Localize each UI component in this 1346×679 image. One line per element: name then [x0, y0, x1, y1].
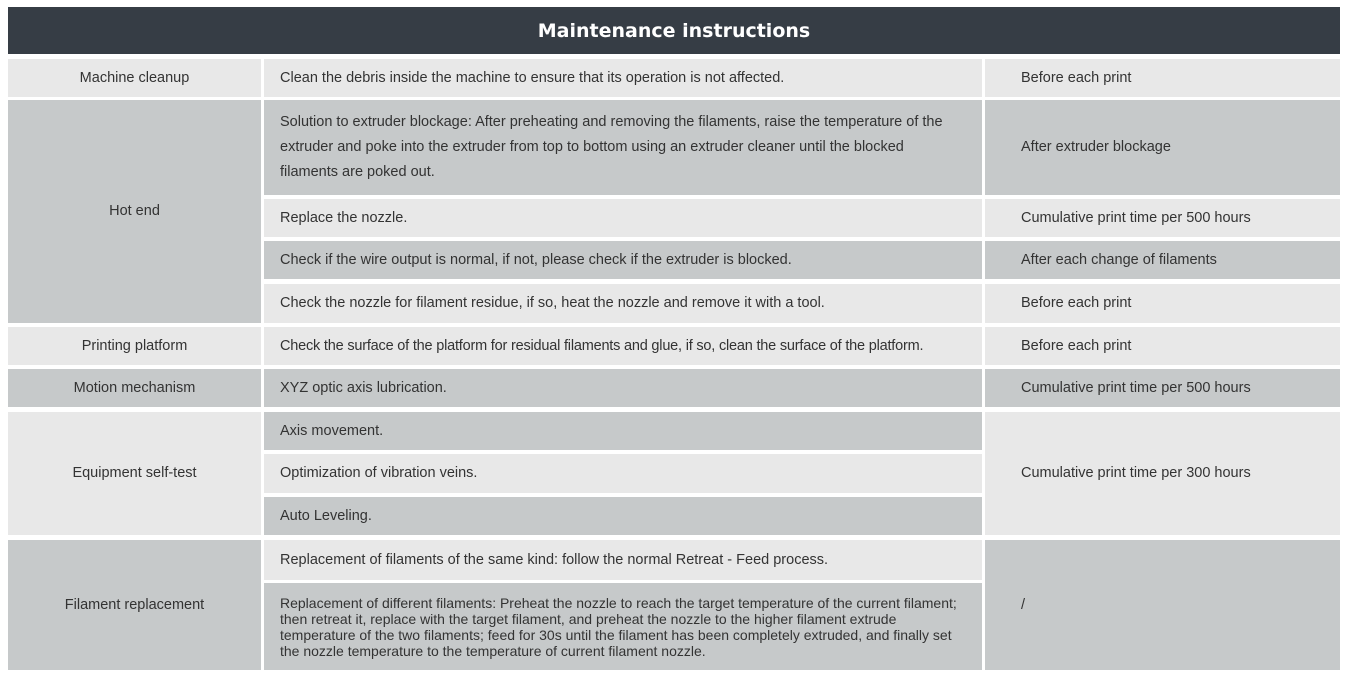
task-cell: Check if the wire output is normal, if not, please check if the extruder is blocked.	[264, 241, 982, 279]
task-cell: Clean the debris inside the machine to ensure that its operation is not affected.	[264, 59, 982, 97]
item-motion-mechanism: Motion mechanism	[8, 369, 261, 407]
task-cell: Replacement of filaments of the same kind: follow the normal Retreat - Feed process.	[264, 540, 982, 580]
task-cell: Optimization of vibration veins.	[264, 454, 982, 493]
task-cell: Axis movement.	[264, 412, 982, 450]
task-cell: Replacement of different filaments: Preheat the nozzle to reach the target temperature of the current filament; then retreat it, replace with the target filament, and preheat the nozzle to the higher filament extrude temperature of the two filaments; feed for 30s until the filament has been completely extruded, and finally set the nozzle temperature to the temperature of current filament nozzle.	[264, 583, 982, 670]
item-hot-end: Hot end	[8, 100, 261, 323]
task-cell: Check the surface of the platform for residual filaments and glue, if so, clean the surface of the platform.	[264, 327, 982, 365]
task-cell: Check the nozzle for filament residue, if so, heat the nozzle and remove it with a tool.	[264, 284, 982, 323]
task-cell: Replace the nozzle.	[264, 199, 982, 237]
frequency-cell: Before each print	[985, 327, 1340, 365]
frequency-cell: Cumulative print time per 300 hours	[985, 412, 1340, 535]
frequency-cell: After each change of filaments	[985, 241, 1340, 279]
frequency-cell: Before each print	[985, 59, 1340, 97]
frequency-cell: Cumulative print time per 500 hours	[985, 369, 1340, 407]
task-cell: Auto Leveling.	[264, 497, 982, 535]
item-printing-platform: Printing platform	[8, 327, 261, 365]
frequency-cell: Before each print	[985, 284, 1340, 323]
item-equipment-self-test: Equipment self-test	[8, 412, 261, 535]
item-machine-cleanup: Machine cleanup	[8, 59, 261, 97]
task-cell: XYZ optic axis lubrication.	[264, 369, 982, 407]
table-title: Maintenance instructions	[8, 7, 1340, 54]
task-cell: Solution to extruder blockage: After preheating and removing the filaments, raise the temperature of the extruder and poke into the extruder from top to bottom using an extruder cleaner until the blocked filaments are poked out.	[264, 100, 982, 195]
frequency-cell: /	[985, 540, 1340, 670]
item-filament-replacement: Filament replacement	[8, 540, 261, 670]
frequency-cell: After extruder blockage	[985, 100, 1340, 195]
frequency-cell: Cumulative print time per 500 hours	[985, 199, 1340, 237]
